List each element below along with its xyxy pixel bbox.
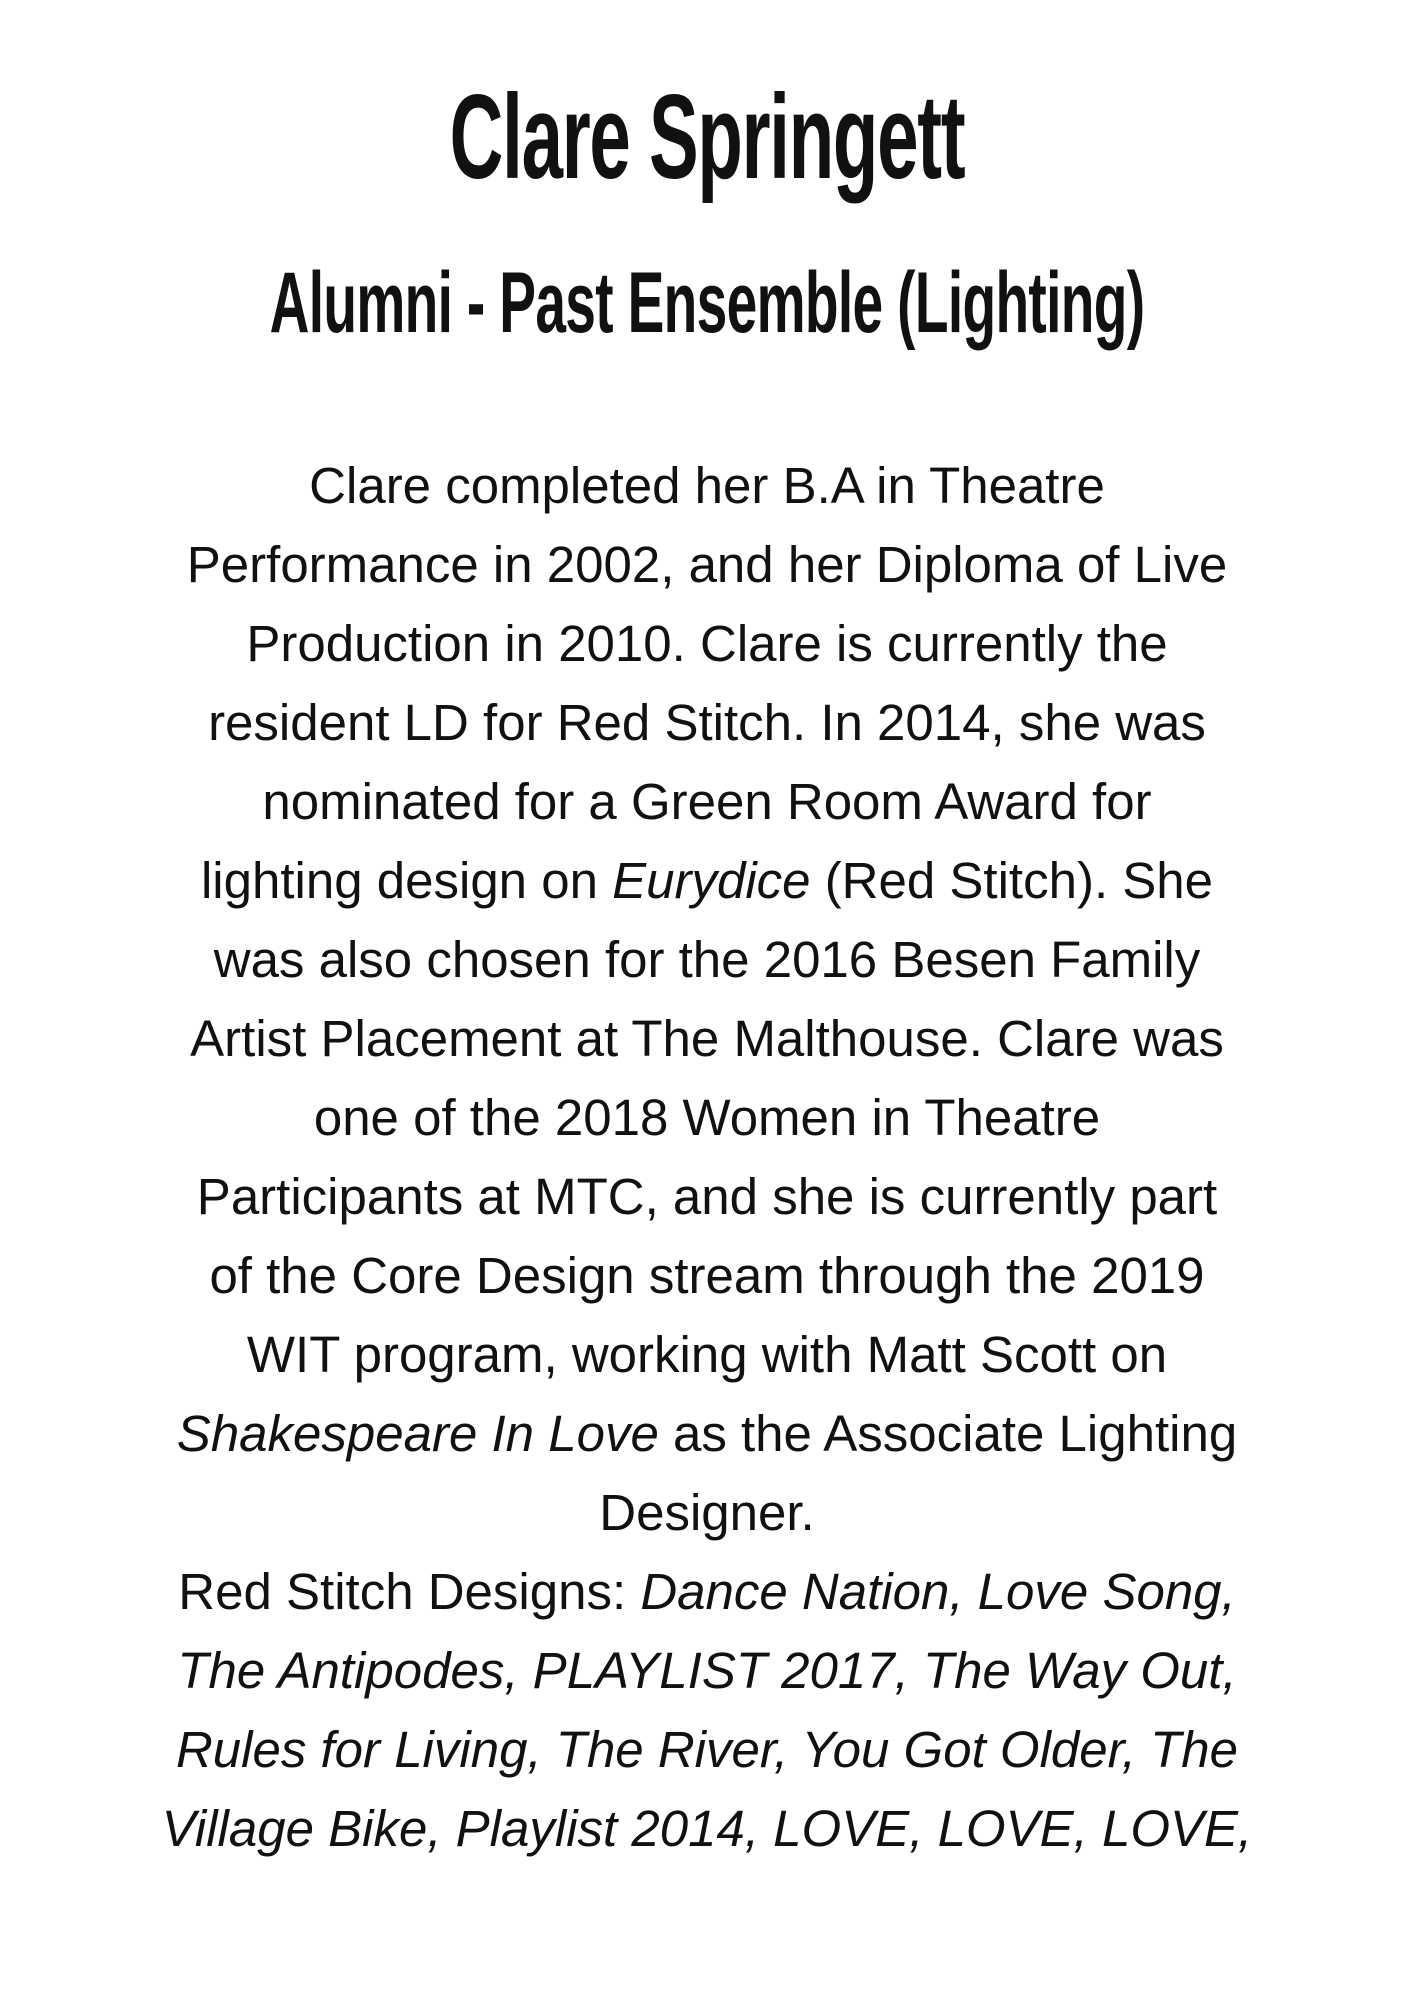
bio-line: Performance in 2002, and her Diploma of Live — [186, 536, 1228, 593]
bio-line: Designer. — [599, 1484, 815, 1541]
designs-label: Red Stitch Designs: — [178, 1563, 641, 1620]
bio-line: Participants at MTC, and she is currently part — [196, 1168, 1218, 1225]
designs-line: Village Bike, Playlist 2014, LOVE, LOVE, LOVE, — [161, 1800, 1253, 1857]
designs-titles: Dance Nation, Love Song, — [640, 1563, 1236, 1620]
bio-text: lighting design on — [200, 852, 613, 909]
show-title: Shakespeare In Love — [176, 1405, 659, 1462]
page-subtitle: Alumni - Past Ensemble (Lighting) — [269, 255, 1145, 351]
biography — [100, 446, 1314, 1868]
bio-line — [100, 841, 1314, 920]
bio-line: nominated for a Green Room Award for — [262, 773, 1152, 830]
bio-line: WIT program, working with Matt Scott on — [246, 1326, 1168, 1383]
bio-line: resident LD for Red Stitch. In 2014, she was — [208, 694, 1206, 751]
bio-line — [100, 1394, 1314, 1473]
designs-line — [100, 1552, 1314, 1631]
bio-line: of the Core Design stream through the 2019 — [209, 1247, 1205, 1304]
show-title: Eurydice — [612, 852, 811, 909]
bio-text: as the Associate Lighting — [658, 1405, 1238, 1462]
designs-line: Rules for Living, The River, You Got Older, The — [175, 1721, 1239, 1778]
bio-line: Clare completed her B.A in Theatre — [309, 457, 1105, 514]
page-title: Clare Springett — [449, 70, 965, 204]
designs-line: The Antipodes, PLAYLIST 2017, The Way Out, — [177, 1642, 1237, 1699]
bio-line: Production in 2010. Clare is currently the — [246, 615, 1168, 672]
bio-line: one of the 2018 Women in Theatre — [313, 1089, 1101, 1146]
bio-line: was also chosen for the 2016 Besen Family — [213, 931, 1201, 988]
bio-text: (Red Stitch). She — [810, 852, 1214, 909]
bio-line: Artist Placement at The Malthouse. Clare was — [190, 1010, 1224, 1067]
